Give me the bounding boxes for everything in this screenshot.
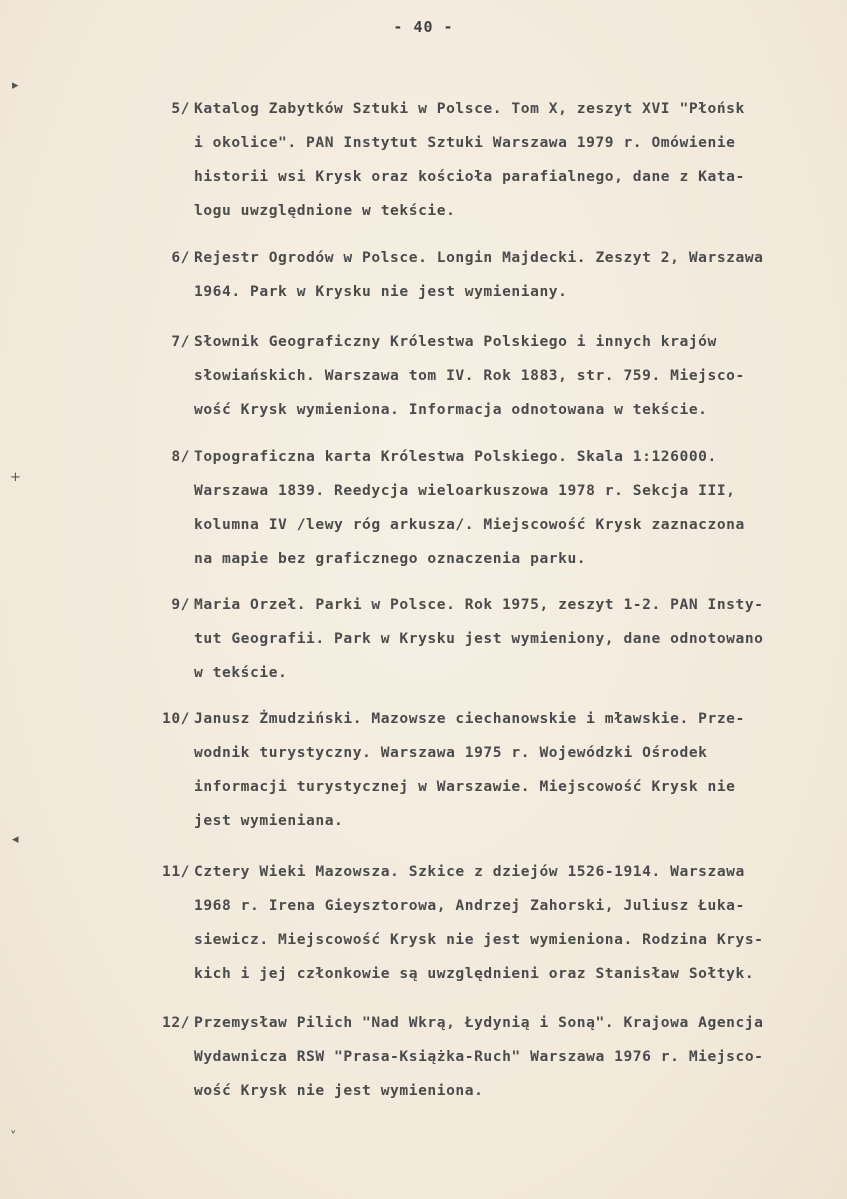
bibliography-entry-7 (150, 325, 840, 427)
entry-line: wodnik turystyczny. Warszawa 1975 r. Wojewódzki Ośrodek (194, 744, 708, 761)
entry-line: w tekście. (194, 664, 288, 681)
margin-mark-icon: ▸ (12, 78, 19, 93)
entry-line: kolumna IV /lewy róg arkusza/. Miejscowość Krysk zaznaczona (194, 516, 745, 533)
entry-line: kich i jej członkowie są uwzględnieni oraz Stanisław Sołtyk. (194, 965, 755, 982)
entry-line: słowiańskich. Warszawa tom IV. Rok 1883, str. 759. Miejsco- (194, 367, 745, 384)
entry-line: Cztery Wieki Mazowsza. Szkice z dziejów 1526-1914. Warszawa (194, 863, 745, 880)
bibliography-entry-8 (150, 440, 840, 576)
entry-line: Maria Orzeł. Parki w Polsce. Rok 1975, zeszyt 1-2. PAN Insty- (194, 596, 764, 613)
entry-line: na mapie bez graficznego oznaczenia parku. (194, 550, 587, 567)
entry-line: informacji turystycznej w Warszawie. Miejscowość Krysk nie (194, 778, 736, 795)
margin-mark-icon: ◂ (12, 832, 19, 847)
bibliography-entry-11 (150, 855, 840, 991)
entry-line: 1968 r. Irena Gieysztorowa, Andrzej Zahorski, Juliusz Łuka- (194, 897, 745, 914)
entry-line: Wydawnicza RSW "Prasa-Książka-Ruch" Warszawa 1976 r. Miejsco- (194, 1048, 764, 1065)
entry-line: wość Krysk nie jest wymieniona. (194, 1082, 484, 1099)
entry-line: 1964. Park w Krysku nie jest wymieniany. (194, 283, 568, 300)
entry-number: 5/ (171, 100, 190, 117)
entry-number: 7/ (171, 333, 190, 350)
entry-line: Janusz Żmudziński. Mazowsze ciechanowskie i mławskie. Prze- (194, 710, 745, 727)
entry-number: 8/ (171, 448, 190, 465)
entry-number: 10/ (161, 710, 190, 727)
bibliography-entry-6 (150, 241, 840, 309)
entry-line: tut Geografii. Park w Krysku jest wymieniony, dane odnotowano (194, 630, 764, 647)
page-number: - 40 - (393, 18, 454, 36)
entry-line: historii wsi Krysk oraz kościoła parafialnego, dane z Kata- (194, 168, 745, 185)
entry-line: i okolice". PAN Instytut Sztuki Warszawa 1979 r. Omówienie (194, 134, 736, 151)
entry-number: 9/ (171, 596, 190, 613)
margin-tick-icon: ˅ (10, 1130, 17, 1145)
bibliography-entry-10 (150, 702, 840, 838)
entry-line: siewicz. Miejscowość Krysk nie jest wymieniona. Rodzina Krys- (194, 931, 764, 948)
entry-line: Topograficzna karta Królestwa Polskiego. Skala 1:126000. (194, 448, 717, 465)
entry-line: jest wymieniana. (194, 812, 344, 829)
bibliography-entry-12 (150, 1006, 840, 1108)
entry-number: 12/ (161, 1014, 190, 1031)
entry-line: Przemysław Pilich "Nad Wkrą, Łydynią i Soną". Krajowa Agencja (194, 1014, 764, 1031)
bibliography-entry-5 (150, 92, 840, 228)
bibliography-entry-9 (150, 588, 840, 690)
entry-number: 11/ (161, 863, 190, 880)
margin-cross-icon: + (10, 470, 21, 485)
entry-line: Rejestr Ogrodów w Polsce. Longin Majdecki. Zeszyt 2, Warszawa (194, 249, 764, 266)
entry-line: Słownik Geograficzny Królestwa Polskiego i innych krajów (194, 333, 717, 350)
entry-line: wość Krysk wymieniona. Informacja odnotowana w tekście. (194, 401, 708, 418)
entry-line: Katalog Zabytków Sztuki w Polsce. Tom X, zeszyt XVI "Płońsk (194, 100, 745, 117)
entry-line: Warszawa 1839. Reedycja wieloarkuszowa 1978 r. Sekcja III, (194, 482, 736, 499)
entry-line: logu uwzględnione w tekście. (194, 202, 456, 219)
entry-number: 6/ (171, 249, 190, 266)
